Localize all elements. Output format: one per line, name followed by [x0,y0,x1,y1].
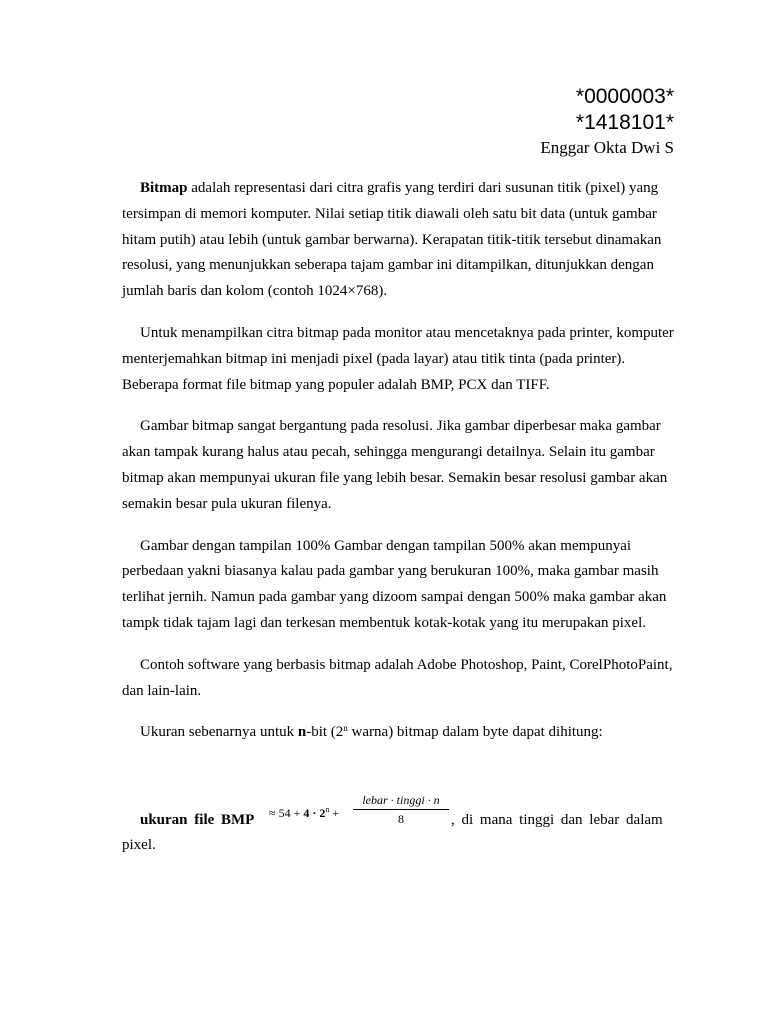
paragraph-1-text: adalah representasi dari citra grafis yang terdiri dari susunan titik (pixel) yang tersimpan di memori komputer. Nilai setiap titik diawali oleh satu bit data (untuk gambar hitam putih) atau lebih (untuk gambar berwarna). Kerapatan titik-titik tersebut dinamakan resolusi, yang menunjukkan seberapa tajam gambar ini ditampilkan, ditunjukkan dengan jumlah baris dan kolom (contoh 1024×768). [122,180,662,300]
n-bit-term: n [297,724,307,741]
formula-approx [269,806,339,821]
paragraph-6 [122,720,675,746]
formula-tail: , di mana tinggi dan lebar dalam [451,812,663,828]
paragraph-3: Gambar bitmap sangat bergantung pada resolusi. Jika gambar diperbesar maka gambar akan tampak kurang halus atau pecah, sehingga mengurangi detailnya. Selain itu gambar bitmap akan mempunyai ukuran file yang lebih besar. Semakin besar resolusi gambar akan semakin besar pula ukuran filenya. [122,418,668,512]
paragraph-6-c: warna) bitmap dalam byte dapat dihitung: [347,724,603,741]
paragraph-6-a: Ukuran sebenarnya untuk [140,724,298,741]
bitmap-term: Bitmap [140,180,188,196]
author-name: Enggar Okta Dwi S [540,138,674,157]
formula-plus: + [329,806,340,820]
document-body [122,176,675,762]
formula-numerator: lebar · tinggi · n [362,793,440,807]
superscript-n: n [343,723,348,734]
paragraph-5: Contoh software yang berbasis bitmap adalah Adobe Photoshop, Paint, CorelPhotoPaint, dan lain-lain. [122,656,673,699]
formula-prefix: ≈ 54 + [269,806,304,820]
formula-tail-2: pixel. [122,837,156,853]
paragraph-1 [122,176,675,305]
paragraph-4: Gambar dengan tampilan 100% Gambar dengan tampilan 500% akan mempunyai perbedaan yakni biasanya kalau pada gambar yang berukuran 100%, maka gambar masih terlihat jernih. Namun pada gambar yang dizoom sampai dengan 500% maka gambar akan tampk tidak tajam lagi dan terkesan membentuk kotak-kotak yang itu merupakan pixel. [122,537,667,631]
paragraph-2: Untuk menampilkan citra bitmap pada monitor atau mencetaknya pada printer, komputer menterjemahkan bitmap ini menjadi pixel (pada layar) atau titik tinta (pada printer). Beberapa format file bitmap yang populer adalah BMP, PCX dan TIFF. [122,324,674,393]
formula-bold-term: 4 · 2 [303,806,326,820]
formula-exponent: n [325,805,330,814]
formula-fraction [353,792,449,827]
document-header [540,84,674,159]
formula-denominator: 8 [398,812,404,826]
bmp-size-formula [122,790,675,860]
barcode-text-2: *1418101* [575,111,674,134]
paragraph-6-b: -bit (2 [306,724,344,741]
barcode-text-1: *0000003* [575,85,674,108]
fraction-bar [353,809,449,810]
formula-label: ukuran file BMP [140,812,255,828]
